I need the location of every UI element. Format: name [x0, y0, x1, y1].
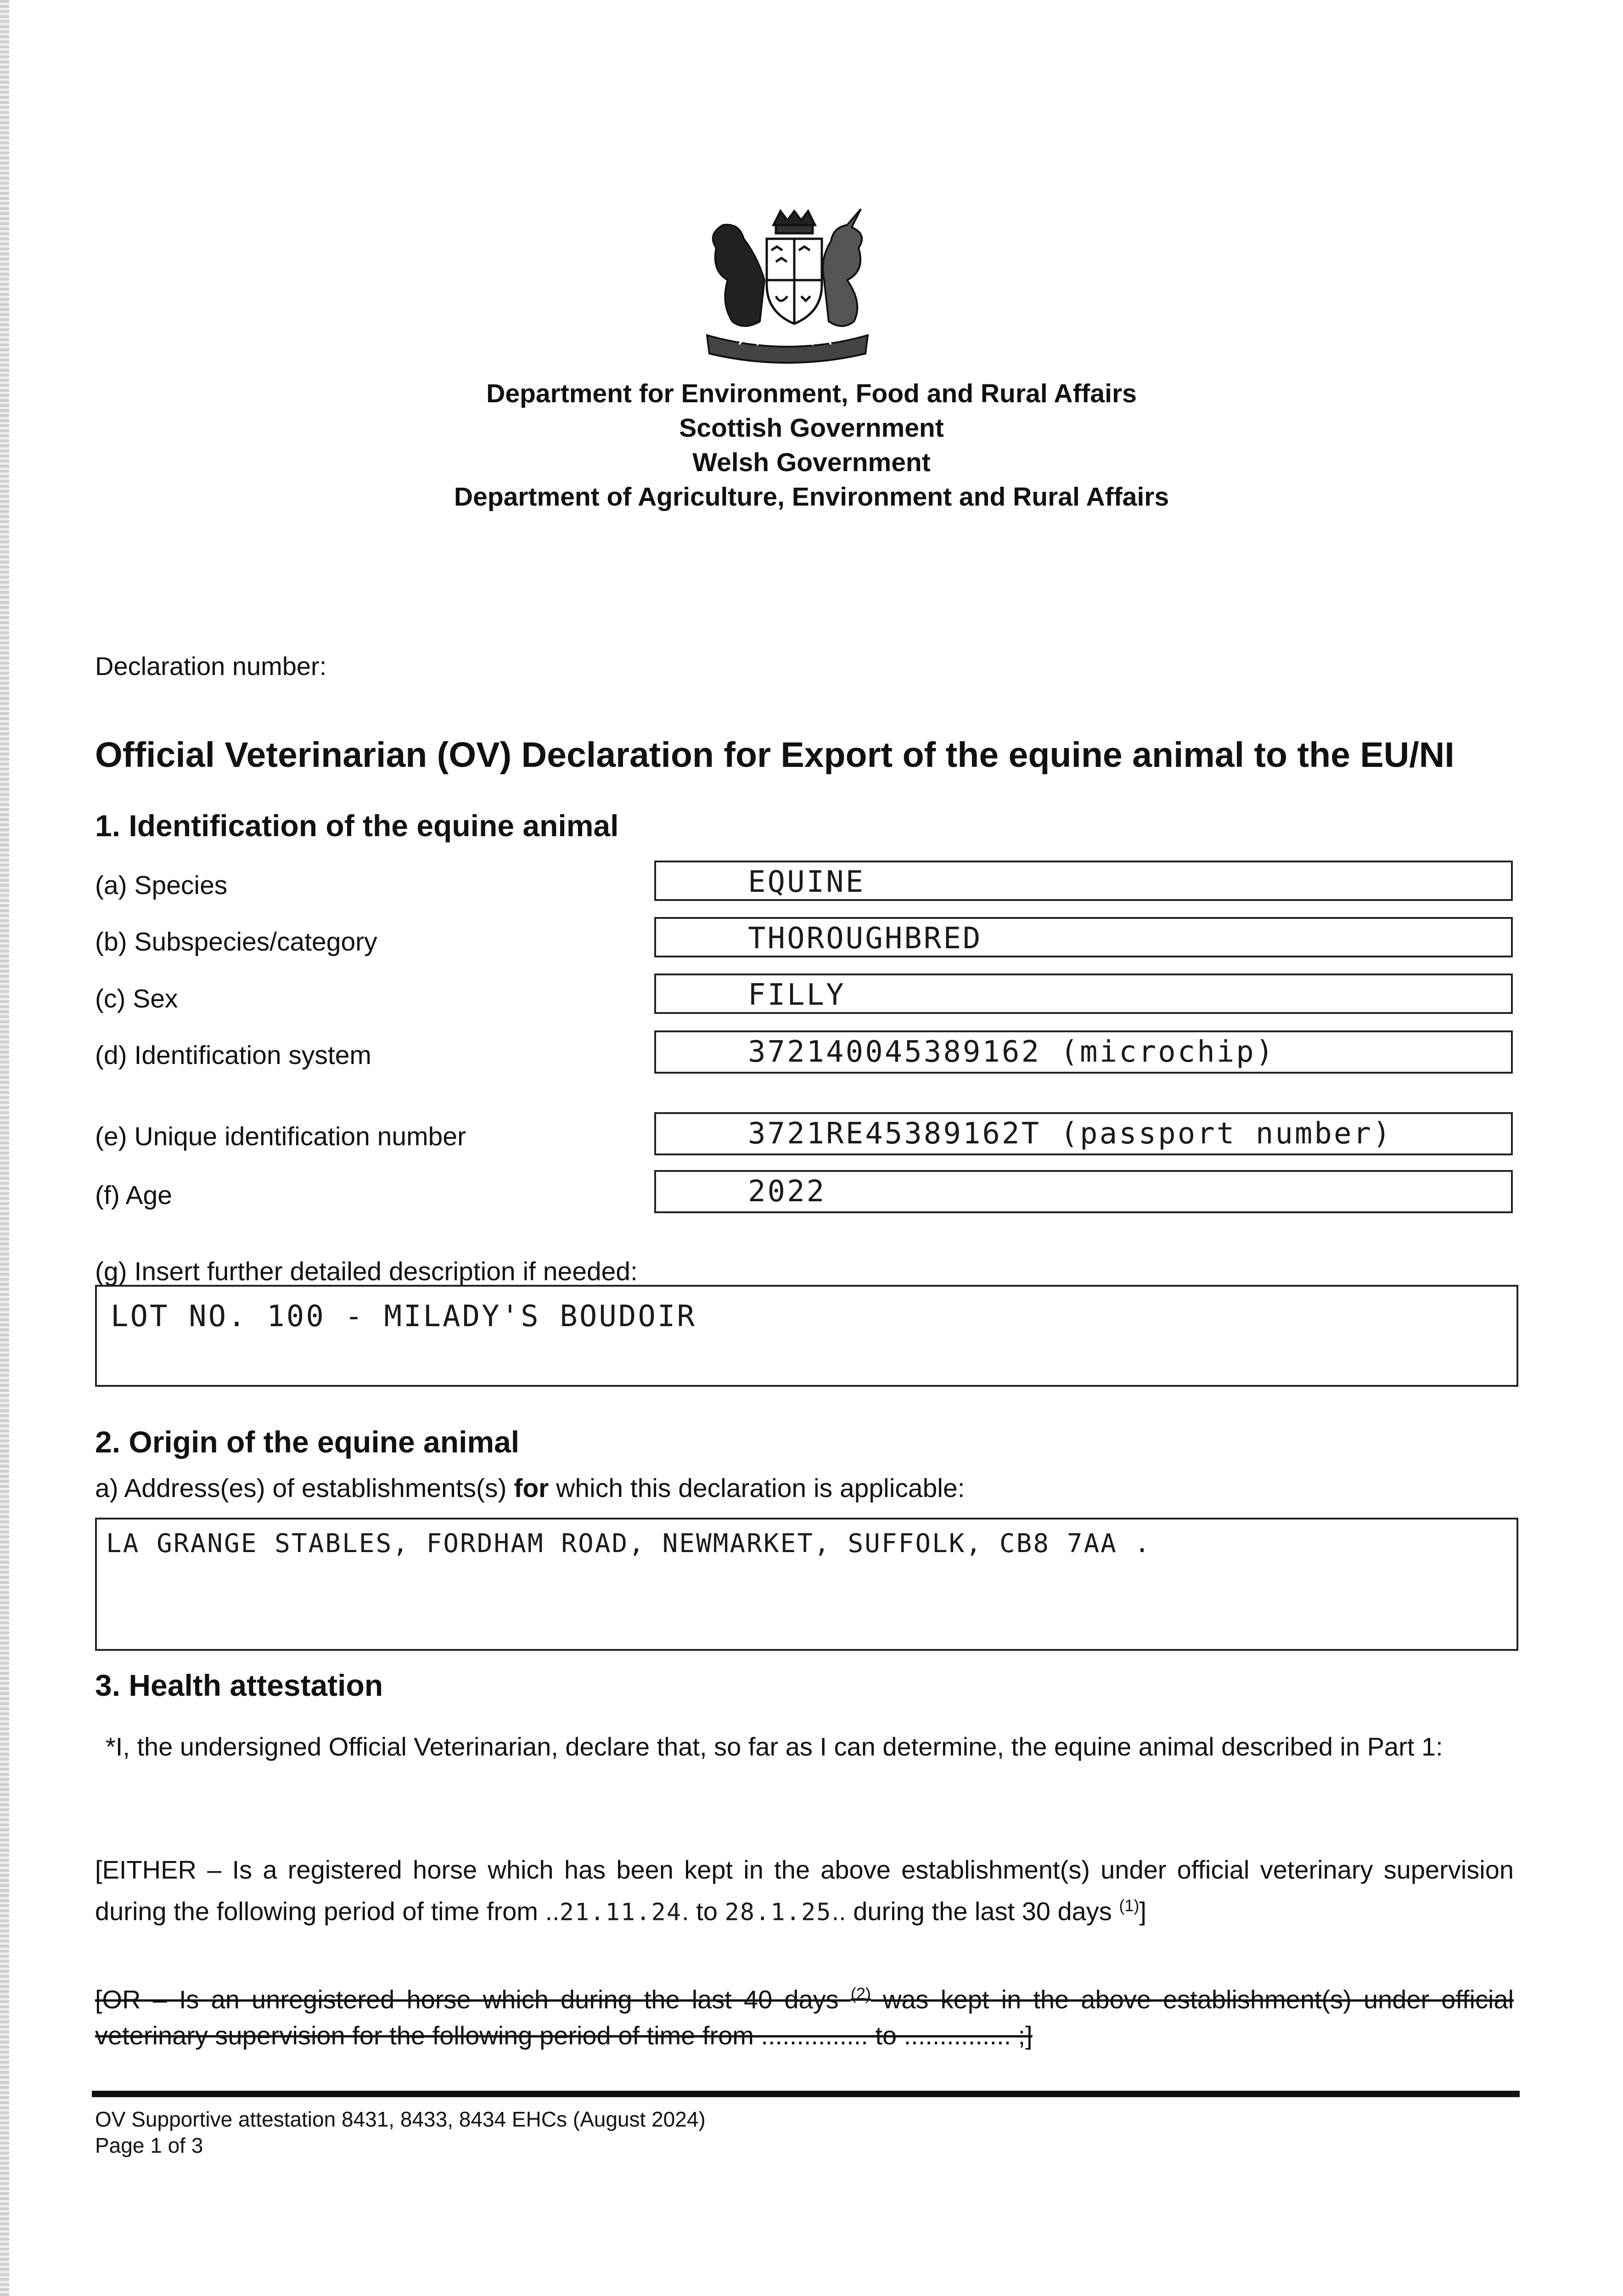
footer-divider	[92, 2091, 1520, 2097]
subspecies-field[interactable]	[654, 917, 1513, 957]
department-welsh-gov: Welsh Government	[692, 448, 931, 477]
section2-heading: 2. Origin of the equine animal	[95, 1425, 520, 1459]
species-label: (a) Species	[95, 871, 228, 900]
issuing-departments	[0, 377, 1623, 514]
department-daera: Department of Agriculture, Environment and Rural Affairs	[454, 482, 1169, 512]
health-attestation-intro: *I, the undersigned Official Veterinarian, declare that, so far as I can determine, the equine animal described in Part 1:	[106, 1732, 1443, 1761]
footer-page-number: Page 1 of 3	[95, 2133, 203, 2157]
sex-value: FILLY	[748, 978, 846, 1012]
further-description-field[interactable]	[95, 1285, 1518, 1387]
declaration-number-label: Declaration number:	[95, 652, 327, 681]
subspecies-label: (b) Subspecies/category	[95, 927, 377, 957]
species-field[interactable]	[654, 861, 1513, 901]
department-scottish-gov: Scottish Government	[679, 413, 944, 443]
identification-system-label: (d) Identification system	[95, 1041, 371, 1070]
sex-label: (c) Sex	[95, 984, 178, 1013]
or-clause-struck: [OR – Is an unregistered horse which during the last 40 days $^{(2)}$ was kept in the above establishment(s) under official veterinary supervision for the following period of time from ............... to ............... ;]	[95, 1984, 1514, 2050]
section1-heading: 1. Identification of the equine animal	[95, 809, 619, 843]
unique-id-label: (e) Unique identification number	[95, 1122, 466, 1151]
age-label: (f) Age	[95, 1181, 172, 1210]
identification-system-field[interactable]	[654, 1030, 1513, 1074]
footer-form-reference: OV Supportive attestation 8431, 8433, 8434 EHCs (August 2024)	[95, 2107, 706, 2131]
royal-coat-of-arms-icon	[689, 207, 886, 367]
identification-system-value: 372140045389162 (microchip)	[748, 1035, 1275, 1069]
age-field[interactable]	[654, 1170, 1513, 1213]
either-clause: [EITHER – Is a registered horse which has been kept in the above establishment(s) under official veterinary supervision during the following period of time from ..21.11.24. to 28.1.25.. during the last 30 days $^{(1)}$]	[95, 1855, 1514, 1926]
unique-id-field[interactable]	[654, 1112, 1513, 1155]
further-description-label: (g) Insert further detailed description if needed:	[95, 1257, 638, 1286]
address-label: a) Address(es) of establishments(s) for which this declaration is applicable:	[95, 1474, 965, 1503]
sex-field[interactable]	[654, 974, 1513, 1014]
either-to-date: 28.1.25	[724, 1898, 832, 1926]
either-from-date: 21.11.24	[559, 1898, 682, 1926]
subspecies-value: THOROUGHBRED	[748, 922, 983, 956]
section3-heading: 3. Health attestation	[95, 1668, 383, 1702]
address-field[interactable]	[95, 1518, 1518, 1651]
further-description-value: LOT NO. 100 - MILADY'S BOUDOIR	[111, 1300, 696, 1334]
age-value: 2022	[748, 1175, 826, 1209]
scan-edge	[0, 0, 9, 2296]
page-title: Official Veterinarian (OV) Declaration for Export of the equine animal to the EU/NI	[95, 735, 1455, 775]
species-value: EQUINE	[748, 865, 865, 899]
department-defra: Department for Environment, Food and Rural Affairs	[486, 379, 1137, 408]
unique-id-value: 3721RE45389162T (passport number)	[748, 1117, 1393, 1151]
address-value: LA GRANGE STABLES, FORDHAM ROAD, NEWMARKET, SUFFOLK, CB8 7AA .	[106, 1529, 1151, 1559]
